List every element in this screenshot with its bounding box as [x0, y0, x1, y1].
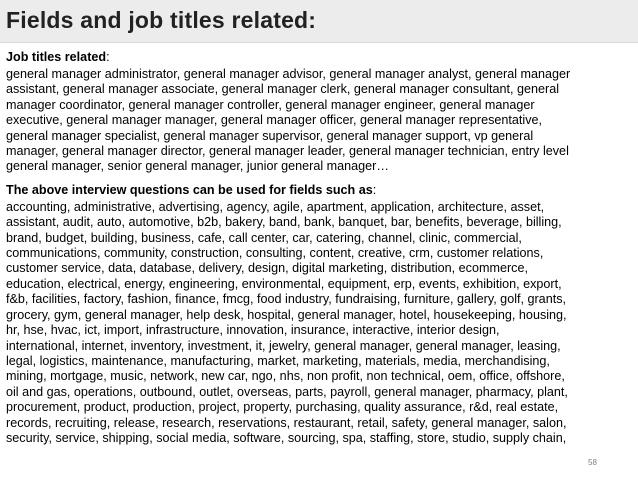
- slide-content: [6, 47, 634, 446]
- fields-line: assistant, audit, auto, automotive, b2b, bakery, band, bank, banquet, bar, benefits, beverage, billing,: [6, 215, 562, 230]
- fields-line: communications, community, construction, consulting, content, creative, crm, customer relations,: [6, 246, 544, 261]
- fields-line: records, recruiting, release, research, reservations, restaurant, retail, safety, general manager, salon,: [6, 415, 567, 430]
- job-titles-paragraph: [6, 67, 634, 175]
- fields-heading: [6, 180, 634, 200]
- fields-heading-colon: :: [372, 182, 377, 197]
- job-titles-heading-text: Job titles related: [6, 50, 107, 64]
- fields-line: brand, budget, building, business, cafe, call center, car, catering, channel, clinic, commercial,: [6, 230, 522, 245]
- fields-line: security, service, shipping, social media, software, sourcing, spa, staffing, store, studio, supply chain,: [6, 430, 567, 445]
- job-titles-heading-colon: :: [106, 50, 110, 64]
- job-titles-line: general manager, senior general manager, junior general manager…: [6, 159, 389, 174]
- fields-paragraph: [6, 200, 634, 447]
- job-titles-line: executive, general manager manager, general manager officer, general manager representative,: [6, 113, 543, 128]
- fields-line: mining, mortgage, music, network, new car, ngo, nhs, non profit, non technical, oem, office, offshore,: [6, 369, 565, 384]
- fields-line: accounting, administrative, advertising, agency, agile, apartment, application, architecture, asset,: [6, 199, 545, 214]
- job-titles-line: general manager specialist, general manager supervisor, general manager support, vp general: [6, 128, 534, 143]
- page-number: 58: [588, 458, 597, 467]
- fields-line: international, internet, inventory, investment, it, jewelry, general manager, general manager, leasing,: [6, 338, 561, 353]
- job-titles-line: assistant, general manager associate, general manager clerk, general manager consultant, general: [6, 82, 560, 97]
- fields-line: hr, hse, hvac, ict, import, infrastructure, innovation, insurance, interactive, interior design,: [6, 323, 500, 338]
- fields-line: customer service, data, database, delivery, design, digital marketing, distribution, ecommerce,: [6, 261, 528, 276]
- fields-line: oil and gas, operations, outbound, outlet, overseas, parts, payroll, general manager, pharmacy, plant,: [6, 384, 568, 399]
- fields-heading-text: The above interview questions can be used for fields such as: [6, 182, 373, 197]
- title-bar: [0, 0, 638, 43]
- fields-line: f&b, facilities, factory, fashion, finance, fmcg, food industry, fundraising, furniture, gallery, golf, grants,: [6, 292, 566, 307]
- job-titles-line: general manager administrator, general manager advisor, general manager analyst, general manager: [6, 67, 571, 81]
- job-titles-line: manager, general manager director, general manager leader, general manager technician, entry level: [6, 144, 569, 159]
- fields-line: grocery, gym, general manager, help desk, hospital, general manager, hotel, housekeeping, housing,: [6, 307, 567, 322]
- fields-line: procurement, product, production, project, property, purchasing, quality assurance, r&d, real estate,: [6, 400, 559, 415]
- fields-line: education, electrical, energy, engineering, environmental, equipment, erp, events, exhibition, export,: [6, 276, 562, 291]
- slide-title: Fields and job titles related:: [6, 7, 317, 33]
- job-titles-line: manager coordinator, general manager controller, general manager engineer, general manager: [6, 97, 535, 112]
- job-titles-heading: [6, 47, 634, 67]
- fields-line: legal, logistics, maintenance, manufacturing, market, marketing, materials, media, merchandising,: [6, 353, 550, 368]
